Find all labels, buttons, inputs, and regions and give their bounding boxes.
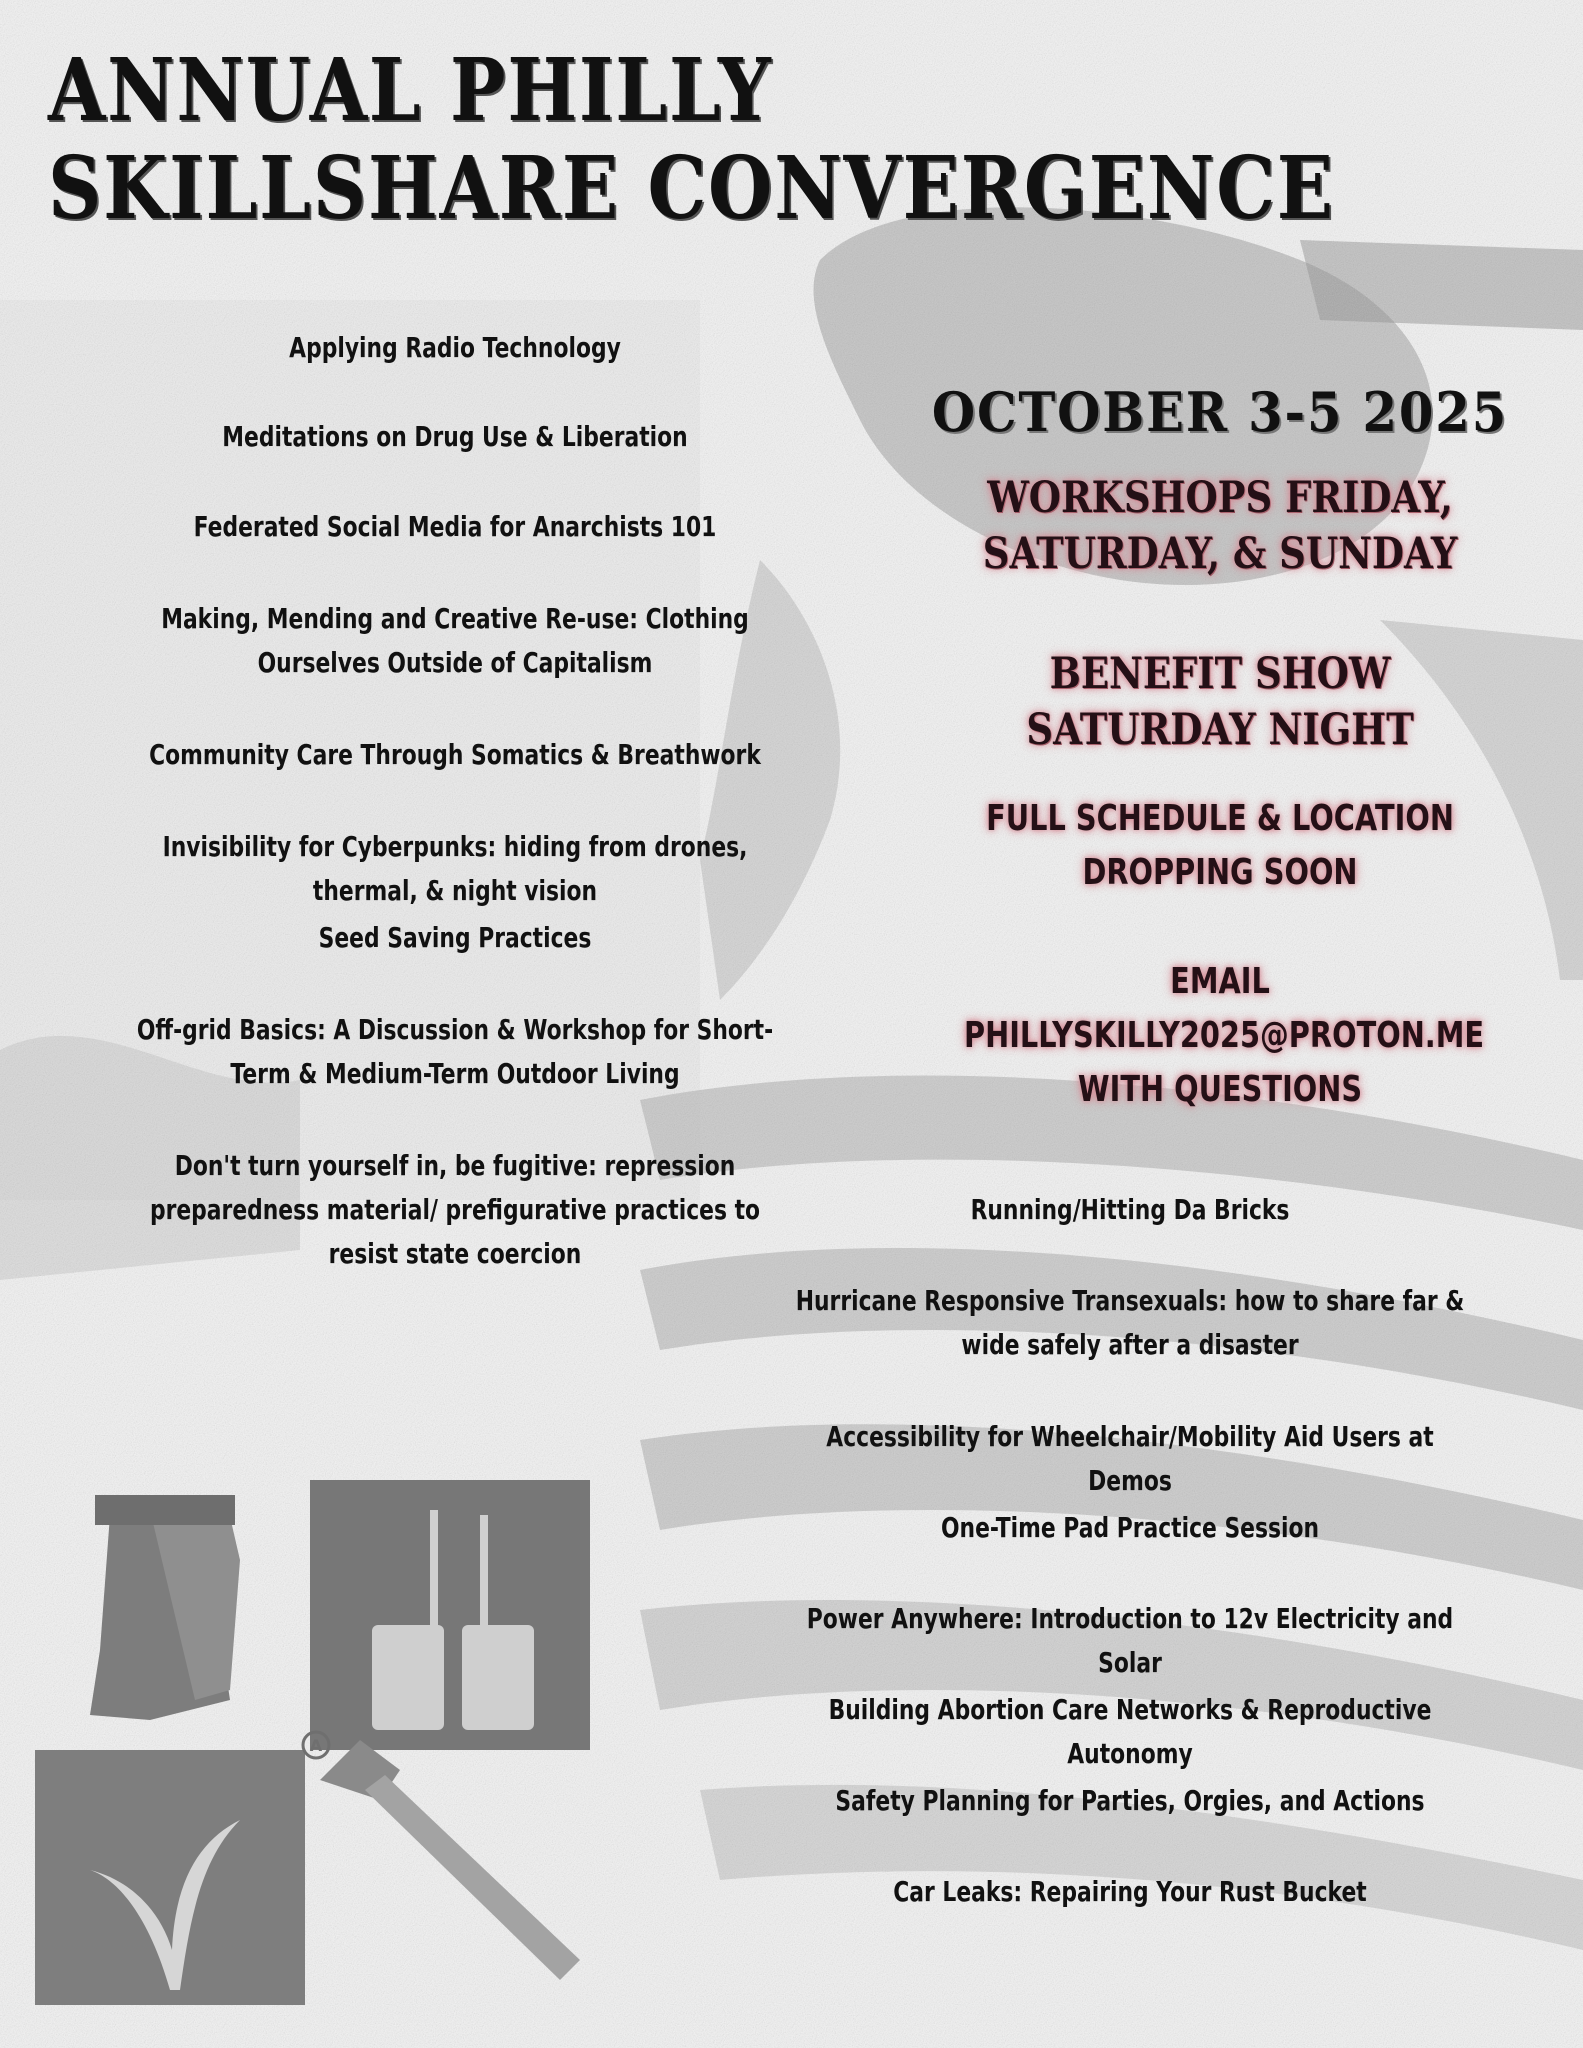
workshop-item: Seed Saving Practices [318, 921, 592, 954]
schedule-notice-line-2: DROPPING SOON [1082, 852, 1358, 893]
contact-line-3: WITH QUESTIONS [1077, 1069, 1363, 1110]
contact-email[interactable]: PHILLYSKILLY2025@PROTON.ME [964, 1015, 1485, 1056]
workshop-item: Power Anywhere: Introduction to 12v Electricity and Solar [806, 1602, 1454, 1679]
workshop-item: Federated Social Media for Anarchists 101 [193, 510, 717, 543]
benefit-show [945, 646, 1495, 758]
event-date: OCTOBER 3-5 2025 [931, 380, 1509, 444]
contact-info [964, 955, 1485, 1117]
poster-title [48, 42, 1335, 238]
benefit-show-line-2: SATURDAY NIGHT [1026, 705, 1414, 755]
workshop-item: Building Abortion Care Networks & Reproductive Autonomy [828, 1693, 1432, 1770]
workshop-days-line-1: WORKSHOPS FRIDAY, [987, 473, 1453, 523]
workshop-item: Accessibility for Wheelchair/Mobility Aid Users at Demos [826, 1420, 1434, 1497]
workshop-item: One-Time Pad Practice Session [940, 1511, 1320, 1544]
workshop-item: Community Care Through Somatics & Breathwork [149, 738, 761, 771]
workshop-item: Safety Planning for Parties, Orgies, and Actions [835, 1784, 1425, 1817]
walkie-talkies-icon [310, 1480, 590, 1750]
schedule-notice-line-1: FULL SCHEDULE & LOCATION [986, 798, 1454, 839]
workshop-item: Don't turn yourself in, be fugitive: repression preparedness material/ prefigurative practices to resist state coercion [149, 1149, 761, 1270]
workshop-item: Applying Radio Technology [289, 331, 621, 364]
title-line-2: SKILLSHARE CONVERGENCE [48, 138, 1335, 239]
benefit-show-line-1: BENEFIT SHOW [1049, 649, 1391, 699]
workshop-item: Off-grid Basics: A Discussion & Workshop for Short-Term & Medium-Term Outdoor Living [136, 1013, 774, 1090]
workshop-item: Car Leaks: Repairing Your Rust Bucket [893, 1875, 1367, 1908]
plant-icon [35, 1750, 305, 2005]
workshop-days [945, 470, 1495, 582]
workshop-item: Hurricane Responsive Transexuals: how to share far & wide safely after a disaster [795, 1284, 1465, 1361]
workshop-item: Making, Mending and Creative Re-use: Clothing Ourselves Outside of Capitalism [161, 602, 749, 679]
contact-line-1: EMAIL [1170, 961, 1270, 1002]
title-line-1: ANNUAL PHILLY [48, 40, 773, 141]
hammer-icon [320, 1740, 580, 1980]
workshop-item: Meditations on Drug Use & Liberation [222, 420, 688, 453]
workshop-item: Running/Hitting Da Bricks [970, 1193, 1290, 1226]
workshop-item: Invisibility for Cyberpunks: hiding from drones, thermal, & night vision [162, 830, 748, 907]
schedule-notice [964, 792, 1476, 900]
boots-icon [90, 1495, 240, 1720]
svg-text:A: A [309, 1736, 323, 1755]
workshop-days-line-2: SATURDAY, & SUNDAY [982, 529, 1458, 579]
